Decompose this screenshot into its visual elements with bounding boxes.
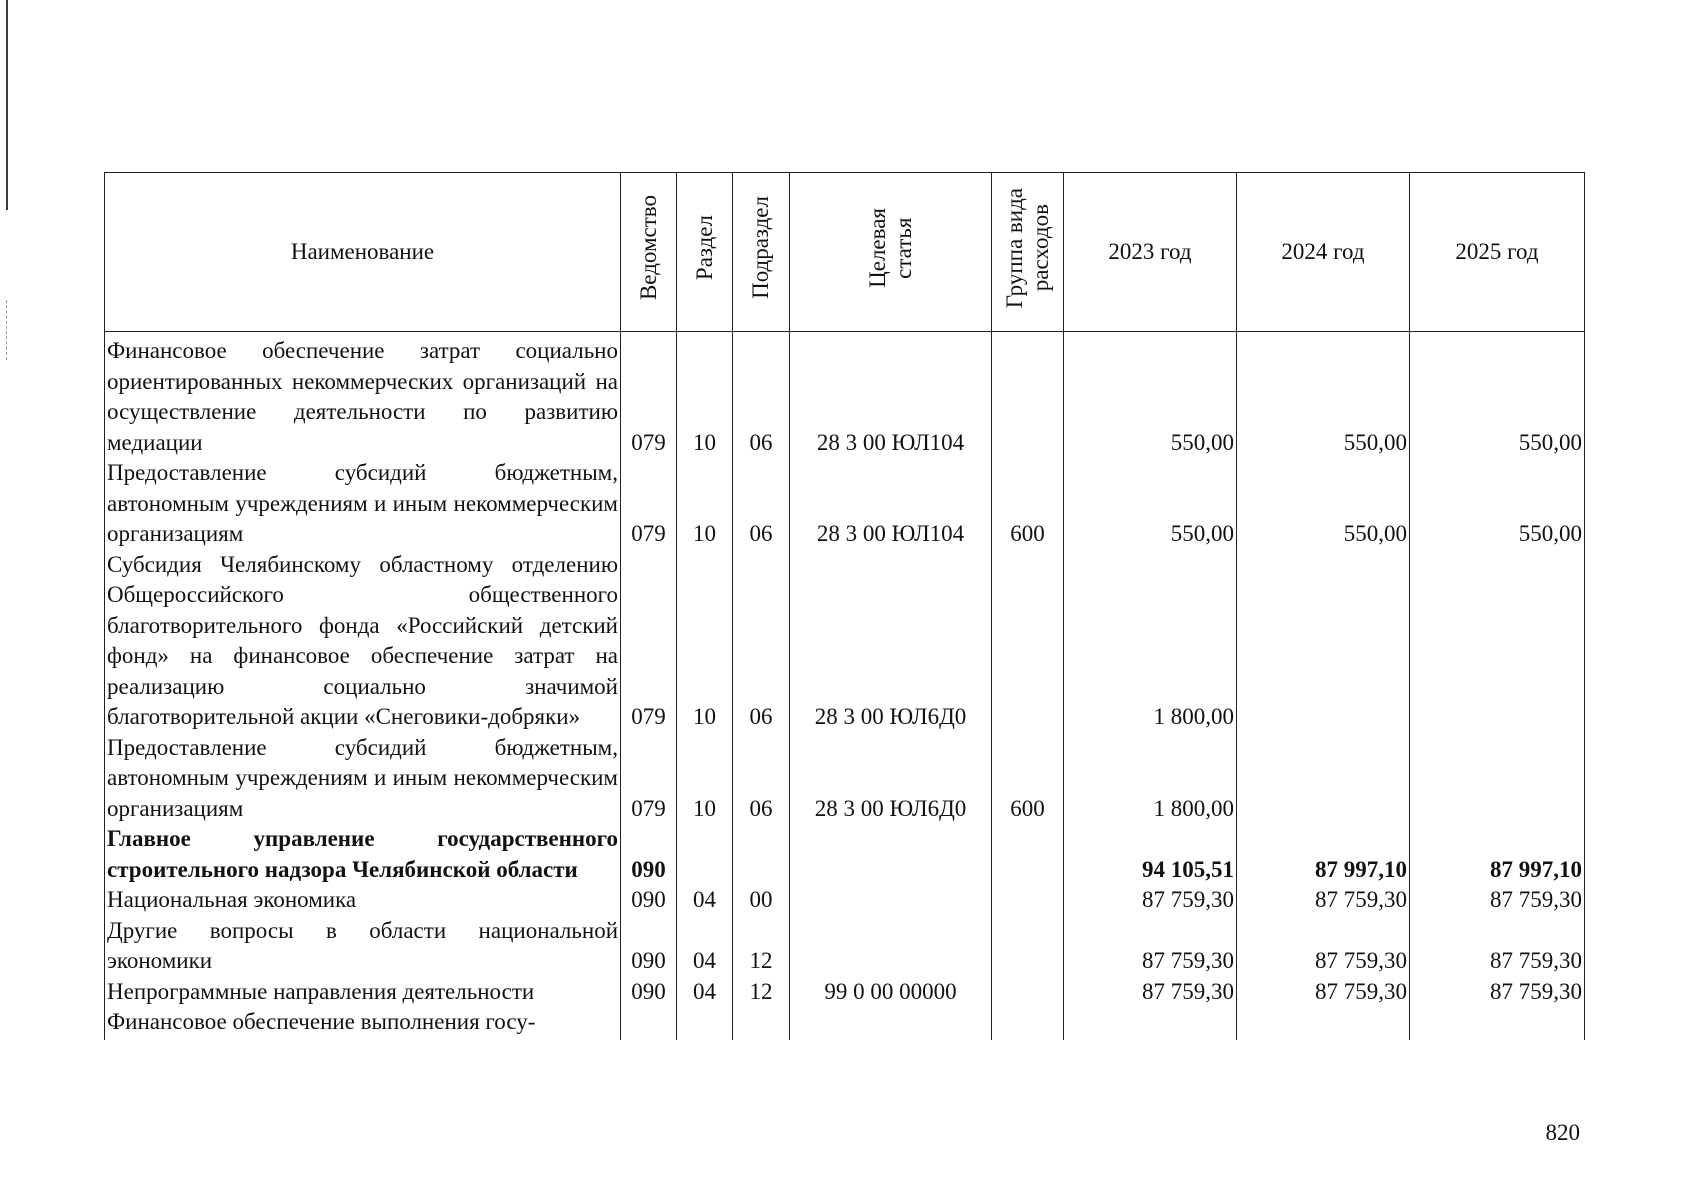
row-2024: 550,00 bbox=[1237, 458, 1410, 550]
row-target: 28 3 00 ЮЛ104 bbox=[790, 458, 992, 550]
row-2025 bbox=[1410, 733, 1585, 825]
header-2023: 2023 год bbox=[1064, 173, 1237, 332]
row-2023: 1 800,00 bbox=[1064, 733, 1237, 825]
header-2025: 2025 год bbox=[1410, 173, 1585, 332]
row-section: 10 bbox=[677, 458, 733, 550]
row-department: 079 bbox=[621, 332, 677, 459]
row-section: 10 bbox=[677, 733, 733, 825]
table-row bbox=[105, 458, 1585, 550]
row-department: 079 bbox=[621, 550, 677, 733]
row-department bbox=[621, 1007, 677, 1040]
row-subsection: 12 bbox=[733, 977, 790, 1008]
row-2025 bbox=[1410, 1007, 1585, 1040]
row-group bbox=[992, 1007, 1064, 1040]
row-group bbox=[992, 977, 1064, 1008]
row-name: Непрограммные направления деятельности bbox=[105, 977, 621, 1008]
header-subsection: Подраздел bbox=[733, 173, 790, 332]
row-2024: 87 759,30 bbox=[1237, 885, 1410, 916]
row-2024 bbox=[1237, 1007, 1410, 1040]
row-subsection: 12 bbox=[733, 916, 790, 977]
row-group bbox=[992, 824, 1064, 885]
table-row bbox=[105, 885, 1585, 916]
row-subsection: 00 bbox=[733, 885, 790, 916]
row-2025: 550,00 bbox=[1410, 332, 1585, 459]
row-section: 04 bbox=[677, 885, 733, 916]
row-name: Национальная экономика bbox=[105, 885, 621, 916]
row-2023: 87 759,30 bbox=[1064, 916, 1237, 977]
header-name: Наименование bbox=[105, 173, 621, 332]
row-name: Предоставление субсидий бюджетным, автономным учреждениям и иным некоммерческим организациям bbox=[105, 458, 621, 550]
row-target bbox=[790, 824, 992, 885]
row-group bbox=[992, 916, 1064, 977]
row-section: 10 bbox=[677, 332, 733, 459]
row-2023: 87 759,30 bbox=[1064, 977, 1237, 1008]
row-subsection bbox=[733, 824, 790, 885]
row-department: 079 bbox=[621, 733, 677, 825]
row-group: 600 bbox=[992, 733, 1064, 825]
row-2023: 87 759,30 bbox=[1064, 885, 1237, 916]
row-2023: 550,00 bbox=[1064, 332, 1237, 459]
row-subsection: 06 bbox=[733, 458, 790, 550]
table-row bbox=[105, 916, 1585, 977]
row-target: 28 3 00 ЮЛ104 bbox=[790, 332, 992, 459]
row-2024 bbox=[1237, 550, 1410, 733]
row-section: 10 bbox=[677, 550, 733, 733]
row-2023: 550,00 bbox=[1064, 458, 1237, 550]
scan-margin-line bbox=[6, 0, 8, 210]
row-group: 600 bbox=[992, 458, 1064, 550]
table-row bbox=[105, 733, 1585, 825]
row-department: 090 bbox=[621, 824, 677, 885]
row-group bbox=[992, 332, 1064, 459]
page-number: 820 bbox=[1545, 1120, 1580, 1145]
header-2024: 2024 год bbox=[1237, 173, 1410, 332]
row-name: Финансовое обеспечение затрат социально ориентированных некоммерческих организаций на осуществление деятельности по развитию медиации bbox=[105, 332, 621, 459]
row-2024: 87 759,30 bbox=[1237, 916, 1410, 977]
table-row bbox=[105, 550, 1585, 733]
row-2025: 87 759,30 bbox=[1410, 977, 1585, 1008]
row-target: 28 3 00 ЮЛ6Д0 bbox=[790, 550, 992, 733]
row-subsection: 06 bbox=[733, 332, 790, 459]
row-target bbox=[790, 916, 992, 977]
row-2024: 87 997,10 bbox=[1237, 824, 1410, 885]
row-2025: 87 997,10 bbox=[1410, 824, 1585, 885]
row-department: 090 bbox=[621, 916, 677, 977]
row-2025: 87 759,30 bbox=[1410, 885, 1585, 916]
row-2023 bbox=[1064, 1007, 1237, 1040]
scan-margin-dash bbox=[6, 300, 8, 360]
row-2023: 94 105,51 bbox=[1064, 824, 1237, 885]
row-2024 bbox=[1237, 733, 1410, 825]
row-2023: 1 800,00 bbox=[1064, 550, 1237, 733]
row-section bbox=[677, 824, 733, 885]
row-subsection bbox=[733, 1007, 790, 1040]
row-section: 04 bbox=[677, 977, 733, 1008]
table-row bbox=[105, 1007, 1585, 1040]
row-2024: 87 759,30 bbox=[1237, 977, 1410, 1008]
row-name: Субсидия Челябинскому областному отделению Общероссийского общественного благотворительного фонда «Российский детский фонд» на финансовое обеспечение затрат на реализацию социально значимой благотворительной акции «Снеговики-добряки» bbox=[105, 550, 621, 733]
row-department: 090 bbox=[621, 977, 677, 1008]
row-target: 99 0 00 00000 bbox=[790, 977, 992, 1008]
row-2025: 550,00 bbox=[1410, 458, 1585, 550]
row-name: Предоставление субсидий бюджетным, автономным учреждениям и иным некоммерческим организациям bbox=[105, 733, 621, 825]
row-group bbox=[992, 550, 1064, 733]
row-section: 04 bbox=[677, 916, 733, 977]
row-target: 28 3 00 ЮЛ6Д0 bbox=[790, 733, 992, 825]
table-row bbox=[105, 977, 1585, 1008]
row-department: 090 bbox=[621, 885, 677, 916]
row-group bbox=[992, 885, 1064, 916]
row-name: Другие вопросы в области национальной экономики bbox=[105, 916, 621, 977]
row-target bbox=[790, 1007, 992, 1040]
row-name: Главное управление государственного строительного надзора Челябинской области bbox=[105, 824, 621, 885]
row-subsection: 06 bbox=[733, 550, 790, 733]
row-target bbox=[790, 885, 992, 916]
table-header-row bbox=[105, 173, 1585, 332]
row-2024: 550,00 bbox=[1237, 332, 1410, 459]
row-department: 079 bbox=[621, 458, 677, 550]
row-2025: 87 759,30 bbox=[1410, 916, 1585, 977]
row-section bbox=[677, 1007, 733, 1040]
table-row bbox=[105, 332, 1585, 459]
header-department: Ведомство bbox=[621, 173, 677, 332]
budget-table bbox=[104, 172, 1585, 1040]
row-subsection: 06 bbox=[733, 733, 790, 825]
row-2025 bbox=[1410, 550, 1585, 733]
table-row bbox=[105, 824, 1585, 885]
header-section: Раздел bbox=[677, 173, 733, 332]
row-name: Финансовое обеспечение выполнения госу- bbox=[105, 1007, 621, 1040]
header-target-article: Целевая статья bbox=[790, 173, 992, 332]
header-expense-group: Группа вида расходов bbox=[992, 173, 1064, 332]
